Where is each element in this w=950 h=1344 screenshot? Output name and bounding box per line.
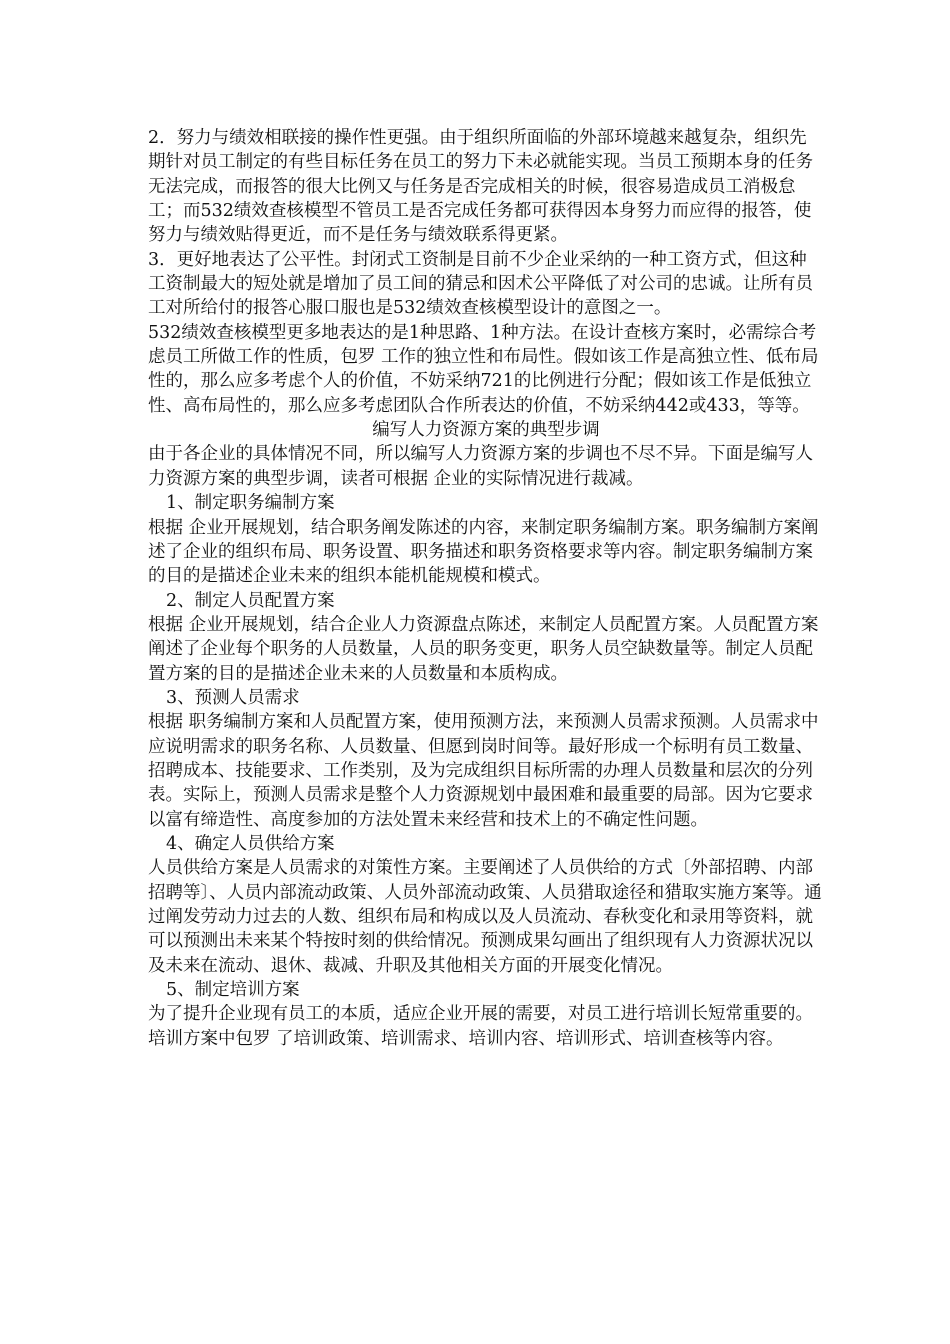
step-3-body: 根据 职务编制方案和人员配置方案，使用预测方法，来预测人员需求预测。人员需求中应说明需求的职务名称、人员数量、但愿到岗时间等。最好形成一个标明有员工数量、招聘成本、技能要求、工作类别，及为完成组织目标所需的办理人员数量和层次的分列表。实际上，预测人员需求是整个人力资源规划中最困难和最重要的局部。因为它要求以富有缔造性、高度参加的方法处置未来经营和技术上的不确定性问题。 (148, 712, 819, 830)
step-1-body: 根据 企业开展规划，结合职务阐发陈述的内容，来制定职务编制方案。职务编制方案阐述了企业的组织布局、职务设置、职务描述和职务资格要求等内容。制定职务编制方案的目的是描述企业未来的组织本能机能规模和模式。 (148, 517, 819, 587)
step-1-heading: 1、制定职务编制方案 (166, 493, 335, 514)
step-5-heading: 5、制定培训方案 (166, 980, 300, 1001)
step-2-heading: 2、制定人员配置方案 (166, 590, 335, 611)
step-4-heading: 4、确定人员供给方案 (166, 833, 335, 854)
step-3-heading: 3、预测人员需求 (166, 687, 300, 708)
paragraph-point-2: 2．努力与绩效相联接的操作性更强。由于组织所面临的外部环境越来越复杂，组织先期针对员工制定的有些目标任务在员工的努力下未必就能实现。当员工预期本身的任务无法完成，而报答的很大比例又与任务是否完成相关的时候，很容易造成员工消极怠工；而532绩效查核模型不管员工是否完成任务都可获得因本身努力而应得的报答，使努力与绩效贴得更近，而不是任务与绩效联系得更紧。 (148, 128, 813, 246)
step-5-body: 为了提升企业现有员工的本质，适应企业开展的需要，对员工进行培训长短常重要的。培训方案中包罗 了培训政策、培训需求、培训内容、培训形式、培训查核等内容。 (148, 1004, 813, 1049)
document-body (148, 126, 824, 1051)
paragraph-point-3: 3．更好地表达了公平性。封闭式工资制是目前不少企业采纳的一种工资方式，但这种工资制最大的短处就是增加了员工间的猜忌和因术公平降低了对公司的忠诚。让所有员工对所给付的报答心服口服也是532绩效查核模型设计的意图之一。 (148, 249, 813, 319)
paragraph-summary: 532绩效查核模型更多地表达的是1种思路、1种方法。在设计查核方案时，必需综合考虑员工所做工作的性质，包罗 工作的独立性和布局性。假如该工作是高独立性、低布局性的，那么应多考虑个人的价值，不妨采纳721的比例进行分配；假如该工作是低独立性、高布局性的，那么应多考虑团队合作所表达的价值，不妨采纳442或433，等等。 (148, 322, 819, 416)
paragraph-intro: 由于各企业的具体情况不同，所以编写人力资源方案的步调也不尽不异。下面是编写人力资源方案的典型步调，读者可根据 企业的实际情况进行裁减。 (148, 444, 813, 489)
step-2-body: 根据 企业开展规划，结合企业人力资源盘点陈述，来制定人员配置方案。人员配置方案阐述了企业每个职务的人员数量，人员的职务变更，职务人员空缺数量等。制定人员配置方案的目的是描述企业未来的人员数量和本质构成。 (148, 614, 819, 684)
section-title: 编写人力资源方案的典型步调 (372, 420, 600, 441)
step-4-body: 人员供给方案是人员需求的对策性方案。主要阐述了人员供给的方式〔外部招聘、内部招聘等〕、人员内部流动政策、人员外部流动政策、人员猎取途径和猎取实施方案等。通过阐发劳动力过去的人数、组织布局和构成以及人员流动、春秋变化和录用等资料，就可以预测出未来某个特按时刻的供给情况。预测成果勾画出了组织现有人力资源状况以及未来在流动、退休、裁减、升职及其他相关方面的开展变化情况。 (148, 858, 822, 976)
